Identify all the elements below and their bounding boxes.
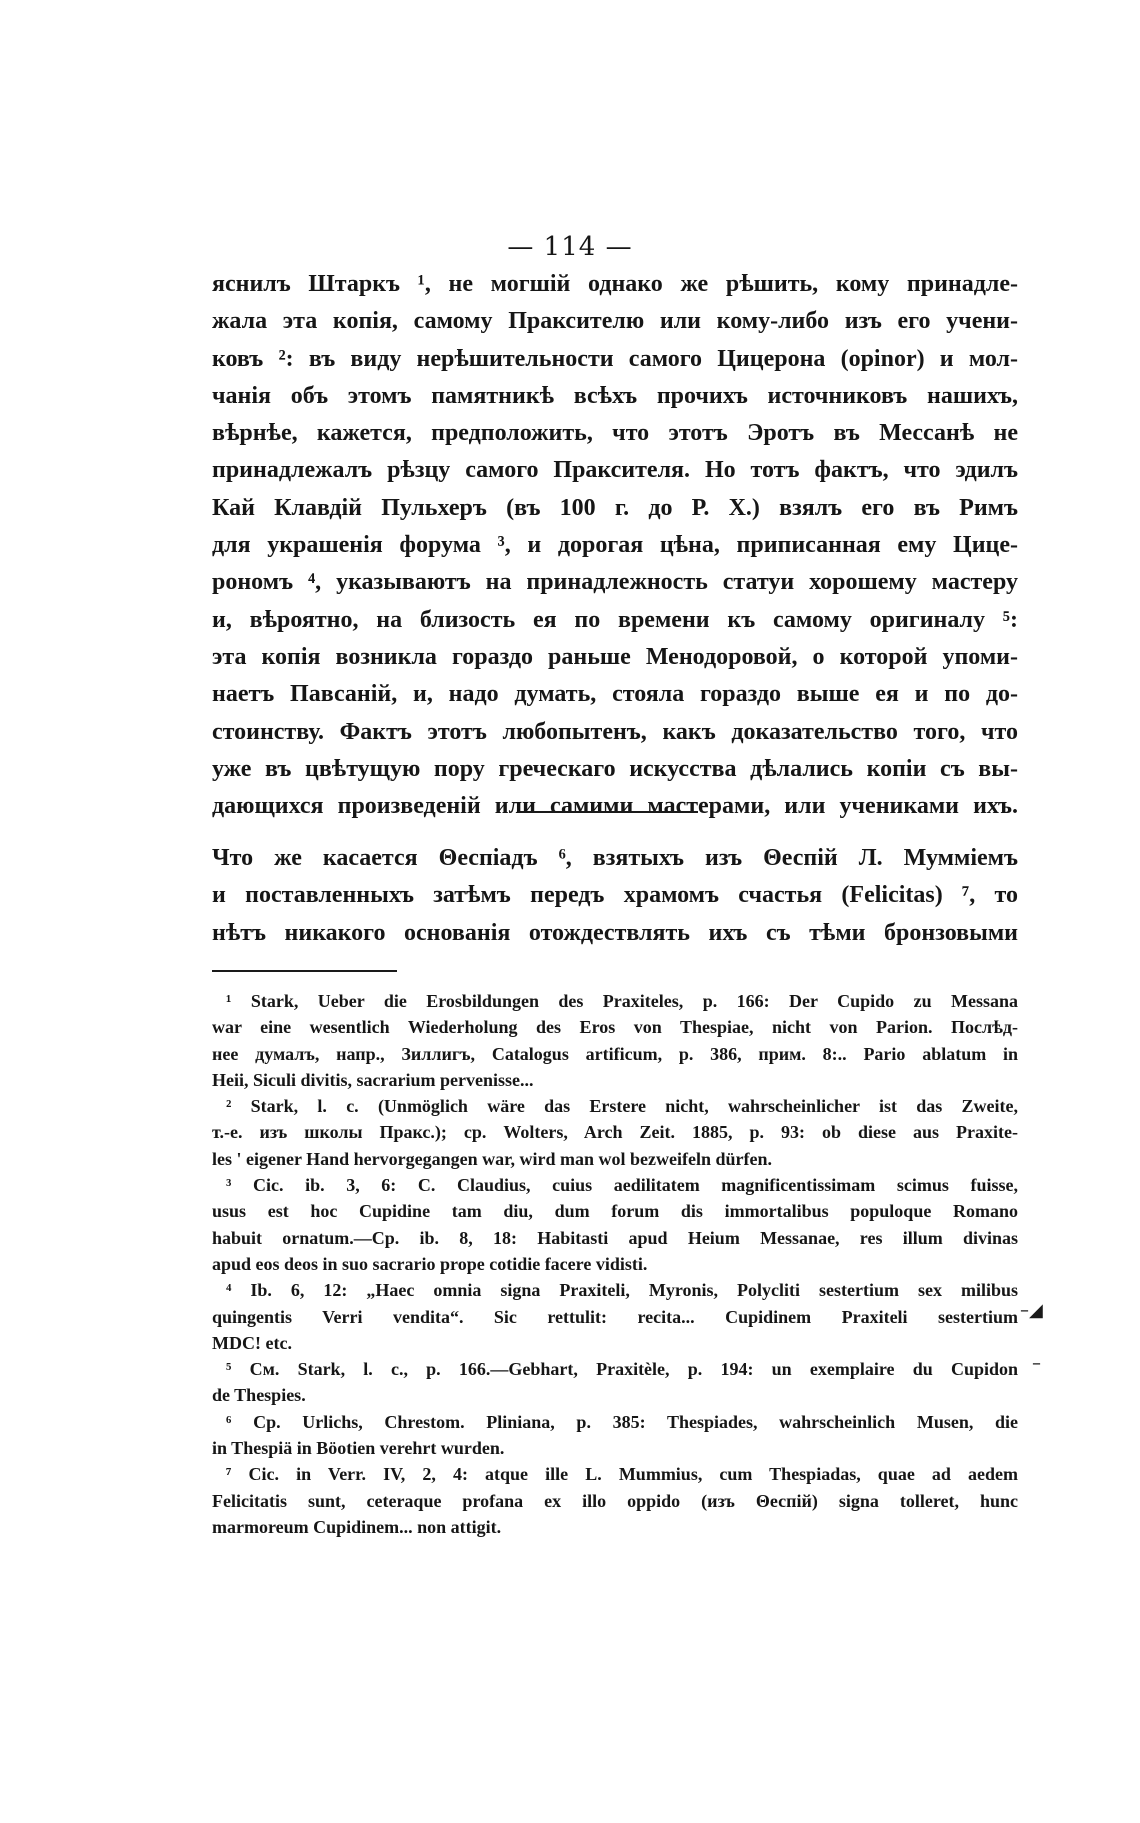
text-line: чанія объ этомъ памятникѣ всѣхъ прочихъ источниковъ нашихъ, [212,382,1018,409]
footnote-line: marmoreum Cupidinem... non attigit. [212,1516,502,1537]
footnote-line: Felicitatis sunt, ceteraque profana ex illo oppido (изъ Θеспій) signa tolleret, hunc [212,1490,1018,1511]
text-line: рономъ ⁴, указываютъ на принадлежность статуи хорошему мастеру [212,569,1018,596]
text-line: нѣтъ никакого основанія отождествлять ихъ съ тѣми бронзовыми [212,919,1018,946]
text-line: и, вѣроятно, на близость ея по времени къ самому оригиналу ⁵: [212,606,1018,633]
footnote-line: apud eos deos in suo sacrario prope cotidie facere vidisti. [212,1253,648,1274]
text-line: ковъ ²: въ виду нерѣшительности самого Цицерона (opinor) и мол- [212,345,1018,372]
text-line: Что же касается Θеспіадъ ⁶, взятыхъ изъ Θеспій Л. Муммiемъ [212,845,1018,871]
footnote-line: war eine wesentlich Wiederholung des Eros von Thespiae, nicht von Parion. Послѣд- [212,1017,1018,1038]
text-line: яснилъ Штаркъ ¹, не могшій однако же рѣшить, кому принадле- [212,271,1018,297]
footnote-line: ⁶ Ср. Urlichs, Chrestom. Pliniana, p. 385: Thespiades, wahrscheinlich Musen, die [226,1411,1018,1432]
footnote-line: Heii, Siculi divitis, sacrarium pervenisse... [212,1069,534,1090]
footnotes [212,988,1018,1540]
text-line: наетъ Павсаній, и, надо думать, стояла гораздо выше ея и по до- [212,681,1018,708]
footnote-line: ² Stark, l. c. (Unmöglich wäre das Erstere nicht, wahrscheinlicher ist das Zweite, [226,1096,1018,1117]
main-paragraph [212,266,1018,825]
text-line: Кай Клавдій Пульхеръ (въ 100 г. до Р. X.) взялъ его въ Римъ [212,494,1018,521]
text-line: вѣрнѣе, кажется, предположить, что этотъ Эротъ въ Мессанѣ не [212,420,1018,447]
text-line: стоинству. Фактъ этотъ любопытенъ, какъ доказательство того, что [212,718,1018,745]
footnote-line: de Thespies. [212,1385,306,1406]
footnote-line: ⁷ Cic. in Verr. IV, 2, 4: atque ille L. Mummius, cum Thespiadas, quae ad aedem [226,1464,1018,1485]
margin-mark: – [1032,1353,1041,1374]
footnote-line: нее думалъ, напр., Зиллигъ, Catalogus artificum, p. 386, прим. 8:.. Pario ablatum in [212,1043,1018,1064]
text-line: жала эта копія, самому Праксителю или кому-либо изъ его учени- [212,308,1018,335]
footnote-line: habuit ornatum.—Cp. ib. 8, 18: Habitasti apud Heium Messanae, res illum divinas [212,1227,1018,1248]
footnote-line: in Thespiä in Böotien verehrt wurden. [212,1438,505,1459]
text-line: эта копія возникла гораздо раньше Менодоровой, о которой упоми- [212,643,1018,670]
text-line: уже въ цвѣтущую пору греческаго искусства дѣлались копіи съ вы- [212,755,1018,782]
text-line: принадлежалъ рѣзцу самого Праксителя. Но тотъ фактъ, что эдилъ [212,457,1018,484]
text-line: дающихся произведеній или самими мастерами, или учениками ихъ. [212,793,1018,820]
footnote-line: ³ Cic. ib. 3, 6: C. Claudius, cuius aedilitatem magnificentissimam scimus fuisse, [226,1175,1018,1196]
second-paragraph [212,840,1018,952]
footnote-line: MDC! etc. [212,1332,292,1353]
footnote-line: les ' eigener Hand hervorgegangen war, wird man wol bezweifeln dürfen. [212,1148,772,1169]
margin-mark: –◢ [1020,1300,1043,1321]
footnote-line: т.-е. изъ школы Пракс.); ср. Wolters, Arch Zeit. 1885, p. 93: ob diese aus Praxite- [212,1122,1018,1143]
footnote-divider [212,970,397,972]
section-divider [518,811,698,813]
footnote-line: quingentis Verri vendita“. Sic rettulit: recita... Cupidinem Praxiteli sestertium [212,1306,1018,1327]
footnote-line: ⁵ См. Stark, l. c., p. 166.—Gebhart, Praxitèle, p. 194: un exemplaire du Cupidon [226,1359,1018,1380]
footnote-line: ⁴ Ib. 6, 12: „Haec omnia signa Praxiteli, Myronis, Polycliti sestertium sex milibus [226,1280,1018,1301]
page-number: — 114 — [507,232,633,262]
text-line: и поставленныхъ затѣмъ передъ храмомъ счастья (Felicitas) ⁷, то [212,882,1018,909]
text-line: для украшенія форума ³, и дорогая цѣна, приписанная ему Цице- [212,532,1018,559]
footnote-line: usus est hoc Cupidine tam diu, dum forum dis immortalibus populoque Romano [212,1201,1018,1222]
footnote-line: ¹ Stark, Ueber die Erosbildungen des Praxiteles, p. 166: Der Cupido zu Messana [226,991,1018,1011]
